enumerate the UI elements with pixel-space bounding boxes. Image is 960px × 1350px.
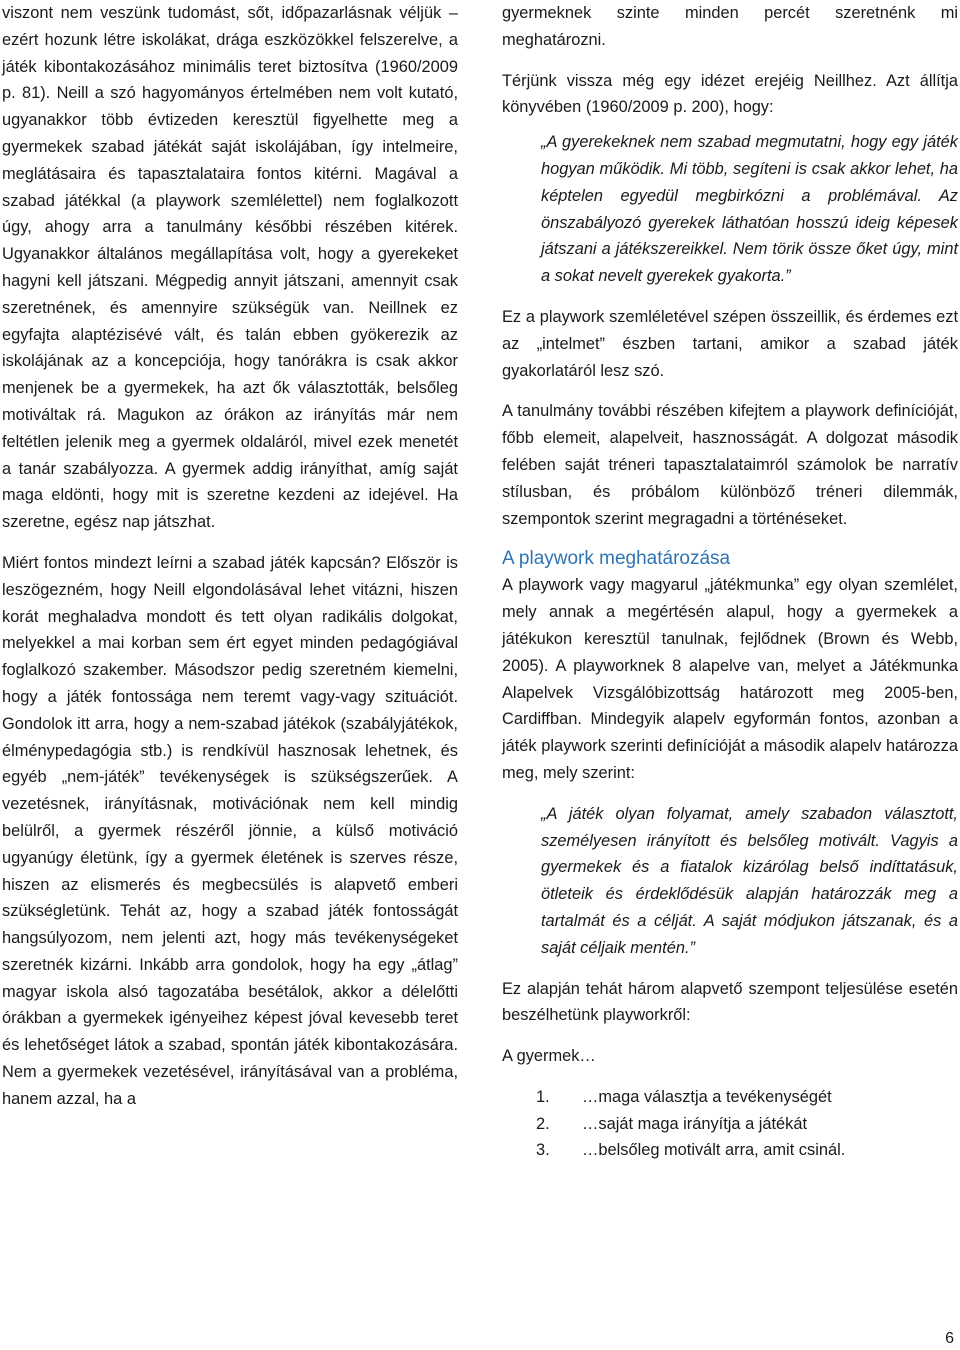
paragraph-the-child: A gyermek…	[502, 1047, 596, 1066]
paragraph-study-outline: A tanulmány további részében kifejtem a playwork definícióját, főbb elemeit, alapelveit, hasznosságát. A dolgozat második felében saját tréneri tapasztalataimról számolok be narratív stílusban, és próbálom különböző tréneri dilemmák, szempontok szerint megragadni a történéseket.	[502, 402, 958, 528]
list-item	[502, 1137, 958, 1164]
blockquote-play-principle: „A játék olyan folyamat, amely szabadon választott, személyesen irányított és belsőleg motivált. Vagyis a gyermekek és a fiatalok kizárólag belső indíttatásuk, ötleteik és érdeklődésük alapján határozzák meg a tartalmát és a célját. A saját módjukon játszanak, és a saját céljaik mentén.”	[541, 804, 958, 957]
paragraph-playwork-fit: Ez a playwork szemléletével szépen összeillik, és érdemes ezt az „intelmet” észben tartani, amikor a szabad játék gyakorlatáról lesz szó.	[502, 307, 958, 380]
list-item-number: 2.	[536, 1114, 550, 1133]
paragraph-why-important: Miért fontos mindezt leírni a szabad játék kapcsán? Először is leszögezném, hogy Neill elgondolásával lehet vitázni, hiszen korát meghaladva mondott és tett olyan radikális dolgokat, melyekkel a mai korban sem ért egyet minden pedagógiával foglalkozó szakember. Másodszor pedig szeretném kiemelni, hogy a játék fontossága nem teremt vagy-vagy szituációt. Gondolok itt arra, hogy a nem-szabad játékok (szabályjátékok, élménypedagógia stb.) is rendkívül hasznosak lehetnek, és egyéb „nem-játék” tevékenységek is szükségszerűek. A vezetésnek, irányításnak, motivációnak nem kell mindig belülről, a gyermek részéről jönnie, a külső motiváció ugyanúgy életünk, így a gyermek életének is szerves része, hiszen az elismerés és megbecsülés is alapvető emberi szükségletünk. Tehát az, hogy a szabad játék fontosságát hangsúlyozom, nem jelenti azt, hogy más tevékenységeket szeretnék kizárni. Inkább arra gondolok, hogy ha egy „átlag” magyar iskola alsó tagozatába besétálok, akkor a délelőtti órákban a gyermekek igényeihez képest jóval kevesebb teret és lehetőséget látok a szabad, spontán játék kibontakozására. Nem a gyermekek vezetésével, irányításával van a probléma, hanem azzal, ha a	[2, 553, 458, 1108]
paragraph-playwork-definition: A playwork vagy magyarul „játékmunka” egy olyan szemlélet, mely annak a megértésén alapul, hogy a gyermekek a játékukon keresztül tanulnak, fejlődnek (Brown és Webb, 2005). A playworknek 8 alapelve van, melyet a Játékmunka Alapelvek Vizsgálóbizottság határozott meg 2005-ben, Cardiffban. Mindegyik alapelv egyformán fontos, azonban a játék playwork szerinti definícióját a második alapelv határozza meg, mely szerint:	[502, 576, 958, 782]
list-item-text: …saját maga irányítja a játékát	[582, 1114, 808, 1133]
paragraph-neill-quote-intro: Térjünk vissza még egy idézet erejéig Neillhez. Azt állítja könyvében (1960/2009 p. 200), hogy:	[502, 71, 958, 117]
left-column	[2, 0, 458, 1113]
list-item-text: …maga választja a tevékenységét	[582, 1087, 832, 1106]
list-item-text: …belsőleg motivált arra, amit csinál.	[582, 1141, 846, 1160]
blockquote-neill: „A gyerekeknek nem szabad megmutatni, hogy egy játék hogyan működik. Mi több, segíteni is csak akkor lehet, ha képtelen egyedül megbirkózni a problémával. Az önszabályozó gyerekek láthatóan hosszú ideig képesek játszani a játékszereikkel. Nem törik össze őket úgy, mint a sokat nevelt gyerekek gyakorta.”	[541, 133, 958, 286]
list-item	[502, 1111, 958, 1138]
paragraph-neill-free-play: viszont nem veszünk tudomást, sőt, időpazarlásnak véljük – ezért hozunk létre iskolákat, drága eszközökkel felszerelve, a játék kibontakozásához minimális teret biztosítva (1960/2009 p. 81). Neill a szó hagyományos értelmében nem volt kutató, ugyanakkor több évtizeden keresztül figyelhette meg a gyermekek szabad játékát saját iskolájában, így intelmeire, meglátásaira és tapasztalataira fontos kitérni. Magával a szabad játékkal (a playwork szemlélettel) nem foglalkozott úgy, ahogy arra a tanulmány későbbi részében kitérek. Ugyanakkor általános megállapítása volt, hogy a gyerekeket hagyni kell játszani. Mégpedig annyit játszani, amennyit csak szeretnének, és amennyire szükségük van. Neillnek ez egyfajta alaptézisévé vált, és talán ebben gyökerezik az iskolájának az a koncepciója, hogy tanórákra is csak akkor menjenek be a gyermekek, ha azt ők választották, belsőleg motiváltak rá. Magukon az órákon az irányítás már nem feltétlen jelenik meg a gyermek oldaláról, mivel ezek menetét a tanár szabályozza. A gyermek addig irányíthat, amíg saját maga eldönti, hogy mit is szeretne kezdeni az idejével. Ha szeretne, egész nap játszhat.	[2, 4, 458, 532]
list-item	[502, 1084, 958, 1111]
page-number: 6	[945, 1330, 954, 1347]
list-item-number: 3.	[536, 1141, 550, 1160]
section-heading-playwork-definition: A playwork meghatározása	[502, 548, 731, 570]
paragraph-continuation: gyermeknek szinte minden percét szeretnénk mi meghatározni.	[502, 4, 958, 49]
right-column	[502, 0, 958, 1164]
criteria-list	[502, 1084, 958, 1164]
paragraph-three-criteria: Ez alapján tehát három alapvető szempont teljesülése esetén beszélhetünk playworkről:	[502, 979, 958, 1025]
list-item-number: 1.	[536, 1087, 550, 1106]
